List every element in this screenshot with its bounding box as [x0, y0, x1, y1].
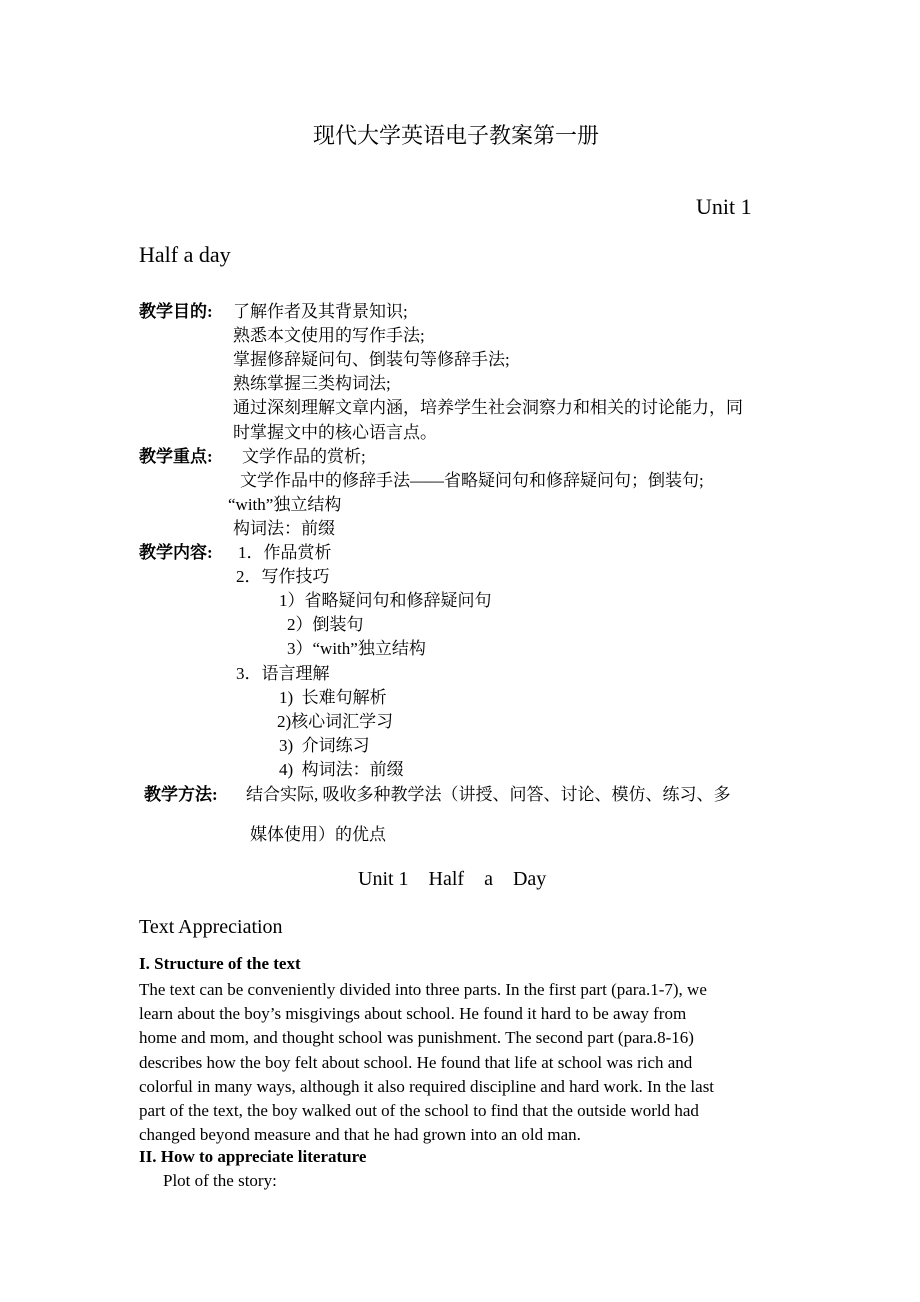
objective-item: 通过深刻理解文章内涵，培养学生社会洞察力和相关的讨论能力，同: [233, 398, 743, 417]
content-item: 1．作品赏析: [238, 543, 332, 562]
key-points-label: 教学重点:: [139, 447, 213, 466]
document-title: 现代大学英语电子教案第一册: [313, 123, 600, 148]
content-subitem: 4) 构词法：前缀: [279, 760, 404, 779]
objective-item: 熟练掌握三类构词法;: [233, 374, 391, 393]
paragraph-line: changed beyond measure and that he had grown into an old man.: [139, 1125, 581, 1145]
content-subitem: 1) 长难句解析: [279, 688, 387, 707]
paragraph-line: home and mom, and thought school was punishment. The second part (para.8-16): [139, 1028, 694, 1048]
objective-item: 熟悉本文使用的写作手法;: [233, 326, 425, 345]
appreciate-heading: II. How to appreciate literature: [139, 1147, 367, 1166]
paragraph-line: The text can be conveniently divided into three parts. In the first part (para.1-7), we: [139, 980, 707, 999]
structure-paragraph: [139, 978, 789, 1147]
content-subitem: 1）省略疑问句和修辞疑问句: [279, 591, 492, 610]
objective-item: 时掌握文中的核心语言点。: [233, 423, 437, 442]
objective-item: 掌握修辞疑问句、倒装句等修辞手法;: [233, 350, 510, 369]
content-item: 2．写作技巧: [236, 567, 330, 586]
methods-text-line1: 结合实际, 吸收多种教学法（讲授、问答、讨论、模仿、练习、多: [246, 785, 731, 804]
unit-heading: Unit 1 Half a Day: [358, 868, 547, 890]
structure-heading: I. Structure of the text: [139, 954, 301, 973]
key-point-item: 文学作品中的修辞手法——省略疑问句和修辞疑问句；倒装句;: [240, 471, 704, 490]
content-subitem: 3) 介词练习: [279, 736, 370, 755]
methods-label: 教学方法:: [144, 785, 218, 804]
paragraph-line: learn about the boy’s misgivings about school. He found it hard to be away from: [139, 1004, 687, 1024]
plot-label: Plot of the story:: [163, 1171, 277, 1190]
objective-item: 了解作者及其背景知识;: [233, 302, 408, 321]
lesson-title: Half a day: [139, 242, 231, 267]
section-title: Text Appreciation: [139, 916, 283, 938]
paragraph-line: describes how the boy felt about school. He found that life at school was rich and: [139, 1052, 693, 1072]
paragraph-line: part of the text, the boy walked out of the school to find that the outside world had: [139, 1101, 699, 1121]
content-label: 教学内容:: [139, 543, 213, 562]
content-subitem: 3）“with”独立结构: [287, 639, 426, 658]
paragraph-line: colorful in many ways, although it also required discipline and hard work. In the last: [139, 1076, 715, 1096]
methods-text-line2: 媒体使用）的优点: [250, 825, 386, 844]
key-point-item: “with”独立结构: [228, 495, 342, 514]
content-item: 3．语言理解: [236, 664, 330, 683]
content-subitem: 2）倒装句: [287, 615, 364, 634]
content-subitem: 2)核心词汇学习: [277, 712, 394, 731]
objectives-label: 教学目的:: [139, 302, 213, 321]
key-point-item: 构词法：前缀: [233, 519, 335, 538]
key-point-item: 文学作品的赏析;: [242, 447, 366, 466]
unit-label: Unit 1: [696, 194, 752, 219]
